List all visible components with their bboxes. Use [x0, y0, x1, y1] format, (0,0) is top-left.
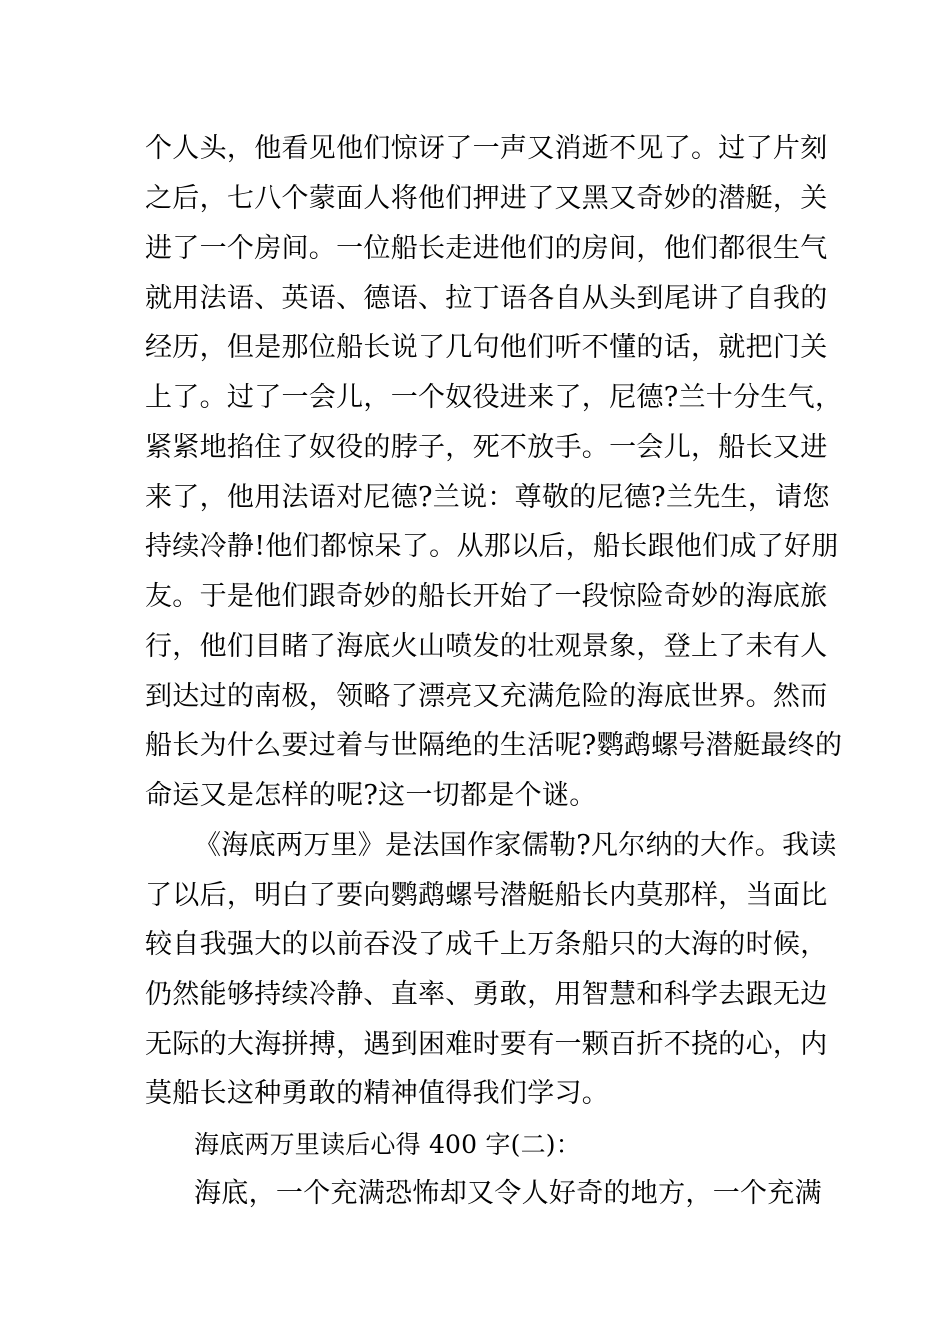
text-line: 到达过的南极，领略了漂亮又充满危险的海底世界。然而: [145, 681, 828, 712]
text-line: 上了。过了一会儿，一个奴役进来了，尼德?兰十分生气，: [145, 382, 843, 413]
text-line: 了以后，明白了要向鹦鹉螺号潜艇船长内莫那样，当面比: [145, 880, 828, 911]
text-line: 个人头，他看见他们惊讶了一声又消逝不见了。过了片刻: [145, 133, 828, 164]
text-line: 仍然能够持续冷静、直率、勇敢，用智慧和科学去跟无边: [145, 979, 828, 1010]
text-line: 持续冷静!他们都惊呆了。从那以后，船长跟他们成了好朋: [145, 531, 839, 562]
text-line: 进了一个房间。一位船长走进他们的房间，他们都很生气: [145, 233, 828, 264]
text-line: 无际的大海拼搏，遇到困难时要有一颗百折不挠的心，内: [145, 1029, 828, 1060]
text-line: 较自我强大的以前吞没了成千上万条船只的大海的时候，: [145, 929, 828, 960]
section-heading: 海底两万里读后心得 400 字(二)：: [194, 1130, 581, 1159]
text-line: 海底，一个充满恐怖却又令人好奇的地方，一个充满: [194, 1178, 822, 1209]
text-line: 船长为什么要过着与世隔绝的生活呢?鹦鹉螺号潜艇最终的: [145, 730, 843, 761]
text-line: 经历，但是那位船长说了几句他们听不懂的话，就把门关: [145, 332, 828, 363]
text-line: 来了，他用法语对尼德?兰说：尊敬的尼德?兰先生，请您: [145, 482, 830, 513]
text-line: 之后，七八个蒙面人将他们押进了又黑又奇妙的潜艇，关: [145, 183, 828, 214]
text-line: 友。于是他们跟奇妙的船长开始了一段惊险奇妙的海底旅: [145, 581, 828, 612]
text-line: 紧紧地掐住了奴役的脖子，死不放手。一会儿，船长又进: [145, 432, 828, 463]
text-line: 命运又是怎样的呢?这一切都是个谜。: [145, 780, 597, 811]
text-line: 莫船长这种勇敢的精神值得我们学习。: [145, 1078, 610, 1109]
text-line: 行，他们目睹了海底火山喷发的壮观景象，登上了未有人: [145, 631, 828, 662]
text-line: 就用法语、英语、德语、拉丁语各自从头到尾讲了自我的: [145, 283, 828, 314]
text-line: 《海底两万里》是法国作家儒勒?凡尔纳的大作。我读: [194, 830, 837, 861]
